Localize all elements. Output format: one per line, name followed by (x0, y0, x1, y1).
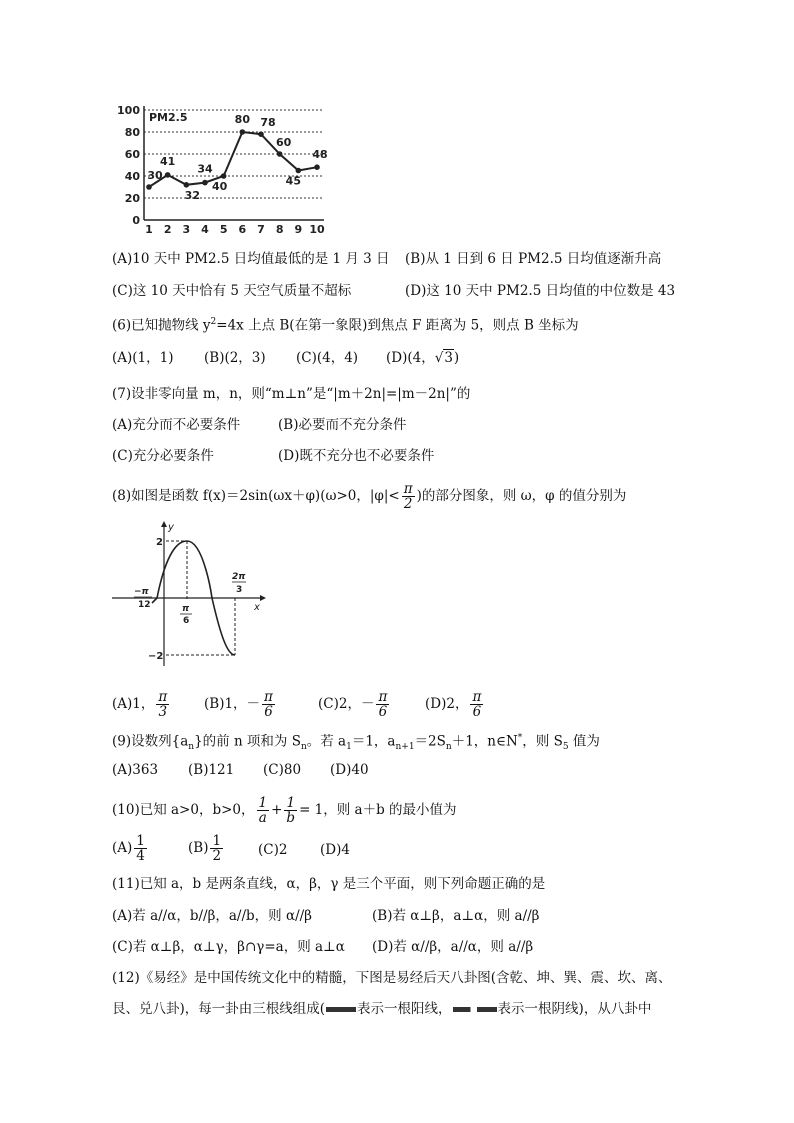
q10-option-b: (B) $\frac{1}{2}$ (188, 833, 222, 864)
q9-option-a: (A)363 (112, 762, 159, 778)
pm25-chart (112, 100, 332, 236)
data-label: 34 (197, 162, 213, 176)
q7-option-b: (B)必要而不充分条件 (278, 417, 407, 433)
q11-option-d: (D)若 α//β，a//α，则 a//β (372, 939, 534, 955)
q8-option-d: (D)2， $\frac{\pi}{6}$ (425, 689, 482, 720)
q9-stem: (9)设数列$\{a_n\}$的前 n 项和为 $S_n$。若 $a_1=1$，$a_{n+1}=2S_n+1$，n∈N*，则 $S_5$ 值为 (112, 733, 600, 753)
q6-option-a: (A)(1，1) (112, 350, 174, 366)
data-label: 32 (184, 188, 200, 202)
y-tick-label: 60 (124, 148, 140, 161)
data-point (165, 172, 171, 178)
data-point (146, 184, 152, 190)
data-label: 80 (234, 113, 250, 126)
graph-max-label: 2 (156, 537, 163, 548)
q12-line-2: 艮、兑八卦)，每一卦由三根线组成( 表示一根阳线， 表示一根阴线)，从八卦中 (112, 1001, 652, 1017)
q10-stem: (10)已知 a>0，b>0， $\frac{1}{a}$ + $\frac{1}{b}$ = 1，则 a＋b 的最小值为 (112, 795, 457, 826)
x-tick-label: 6 (238, 223, 247, 236)
x-tick-label: 8 (275, 223, 284, 236)
q8-option-a: (A)1， $\frac{\pi}{3}$ (112, 689, 168, 720)
q6-option-c: (C)(4，4) (296, 350, 359, 366)
q12-line-1: (12)《易经》是中国传统文化中的精髓，下图是易经后天八卦图(含乾、坤、巽、震、坎、离、 (112, 970, 672, 986)
data-point (202, 180, 208, 186)
y-tick-label: 0 (132, 214, 140, 227)
q9-option-c: (C)80 (263, 762, 302, 778)
data-label: 40 (212, 180, 228, 193)
q6-option-d: (D)(4，√3) (386, 350, 460, 366)
q10-option-d: (D)4 (320, 842, 350, 858)
q11-option-c: (C)若 α⊥β，α⊥γ，β∩γ=a，则 a⊥α (112, 939, 345, 955)
graph-y-label: y (168, 522, 174, 533)
graph-mid-num: π (182, 604, 190, 614)
x-tick-label: 5 (219, 223, 228, 236)
x-tick-label: 4 (201, 223, 209, 236)
data-label: 45 (285, 174, 301, 188)
y-tick-label: 40 (124, 170, 140, 183)
q5-option-c: (C)这 10 天中恰有 5 天空气质量不超标 (112, 283, 352, 299)
data-point (221, 173, 227, 179)
data-point (277, 151, 283, 157)
q5-option-b: (B)从 1 日到 6 日 PM2.5 日均值逐渐升高 (405, 251, 662, 267)
q5-option-a: (A)10 天中 PM2.5 日均值最低的是 1 月 3 日 (112, 251, 390, 267)
yang-line-icon (326, 1007, 356, 1012)
q11-stem: (11)已知 a，b 是两条直线，α，β，γ 是三个平面，则下列命题正确的是 (112, 876, 546, 892)
data-label: 60 (276, 136, 292, 149)
y-tick-label: 80 (124, 126, 140, 139)
q10-option-c: (C)2 (258, 842, 288, 858)
graph-right-num: 2π (232, 572, 246, 582)
graph-x-label: x (254, 602, 260, 613)
chart-title: PM2.5 (149, 111, 188, 124)
q7-option-c: (C)充分必要条件 (112, 448, 214, 464)
graph-right-den: 3 (236, 585, 243, 595)
q11-option-b: (B)若 α⊥β，a⊥α，则 a//β (372, 908, 540, 924)
q8-option-c: (C)2，－ $\frac{\pi}{6}$ (318, 689, 388, 720)
sine-graph (112, 518, 268, 668)
q11-option-a: (A)若 a//α，b//β，a//b，则 α//β (112, 908, 312, 924)
q6-option-b: (B)(2，3) (204, 350, 266, 366)
yin-line-icon (453, 1007, 497, 1012)
q6-stem: (6)已知抛物线 $y^2=4x$ 上点 B(在第一象限)到焦点 F 距离为 5，则点 B 坐标为 (112, 317, 579, 334)
x-tick-label: 3 (182, 223, 191, 236)
data-point (240, 129, 246, 135)
data-label: 78 (260, 116, 276, 130)
graph-min-label: −2 (148, 651, 164, 662)
data-point (296, 168, 302, 174)
q7-option-d: (D)既不充分也不必要条件 (278, 448, 435, 464)
q8-stem: (8)如图是函数 f(x)＝2sin(ωx＋φ)(ω>0，|φ|< $\frac{\pi}{2}$ )的部分图象，则 ω，φ 的值分别为 (112, 481, 627, 512)
data-point (184, 182, 190, 188)
q9-option-b: (B)121 (188, 762, 235, 778)
q7-option-a: (A)充分而不必要条件 (112, 417, 241, 433)
graph-left-num: −π (134, 587, 149, 597)
q9-option-d: (D)40 (330, 762, 369, 778)
data-point (314, 164, 320, 170)
graph-left-den: 12 (138, 600, 151, 610)
x-tick-label: 1 (145, 223, 153, 236)
data-label: 41 (160, 154, 176, 168)
q8-option-b: (B)1，－ $\frac{\pi}{6}$ (204, 689, 273, 720)
y-tick-label: 100 (117, 104, 140, 117)
q10-option-a: (A) $\frac{1}{4}$ (112, 833, 145, 864)
x-tick-label: 9 (294, 223, 303, 236)
data-label: 30 (147, 169, 163, 182)
q7-stem: (7)设非零向量 m，n，则“m⊥n”是“|m＋2n|=|m－2n|”的 (112, 386, 471, 402)
data-point (258, 131, 264, 137)
y-tick-label: 20 (124, 192, 140, 205)
x-tick-label: 10 (309, 223, 325, 236)
q5-option-d: (D)这 10 天中 PM2.5 日均值的中位数是 43 (405, 283, 676, 299)
data-label: 48 (312, 148, 328, 162)
x-tick-label: 2 (163, 223, 172, 236)
x-tick-label: 7 (257, 223, 265, 236)
graph-mid-den: 6 (183, 616, 190, 626)
